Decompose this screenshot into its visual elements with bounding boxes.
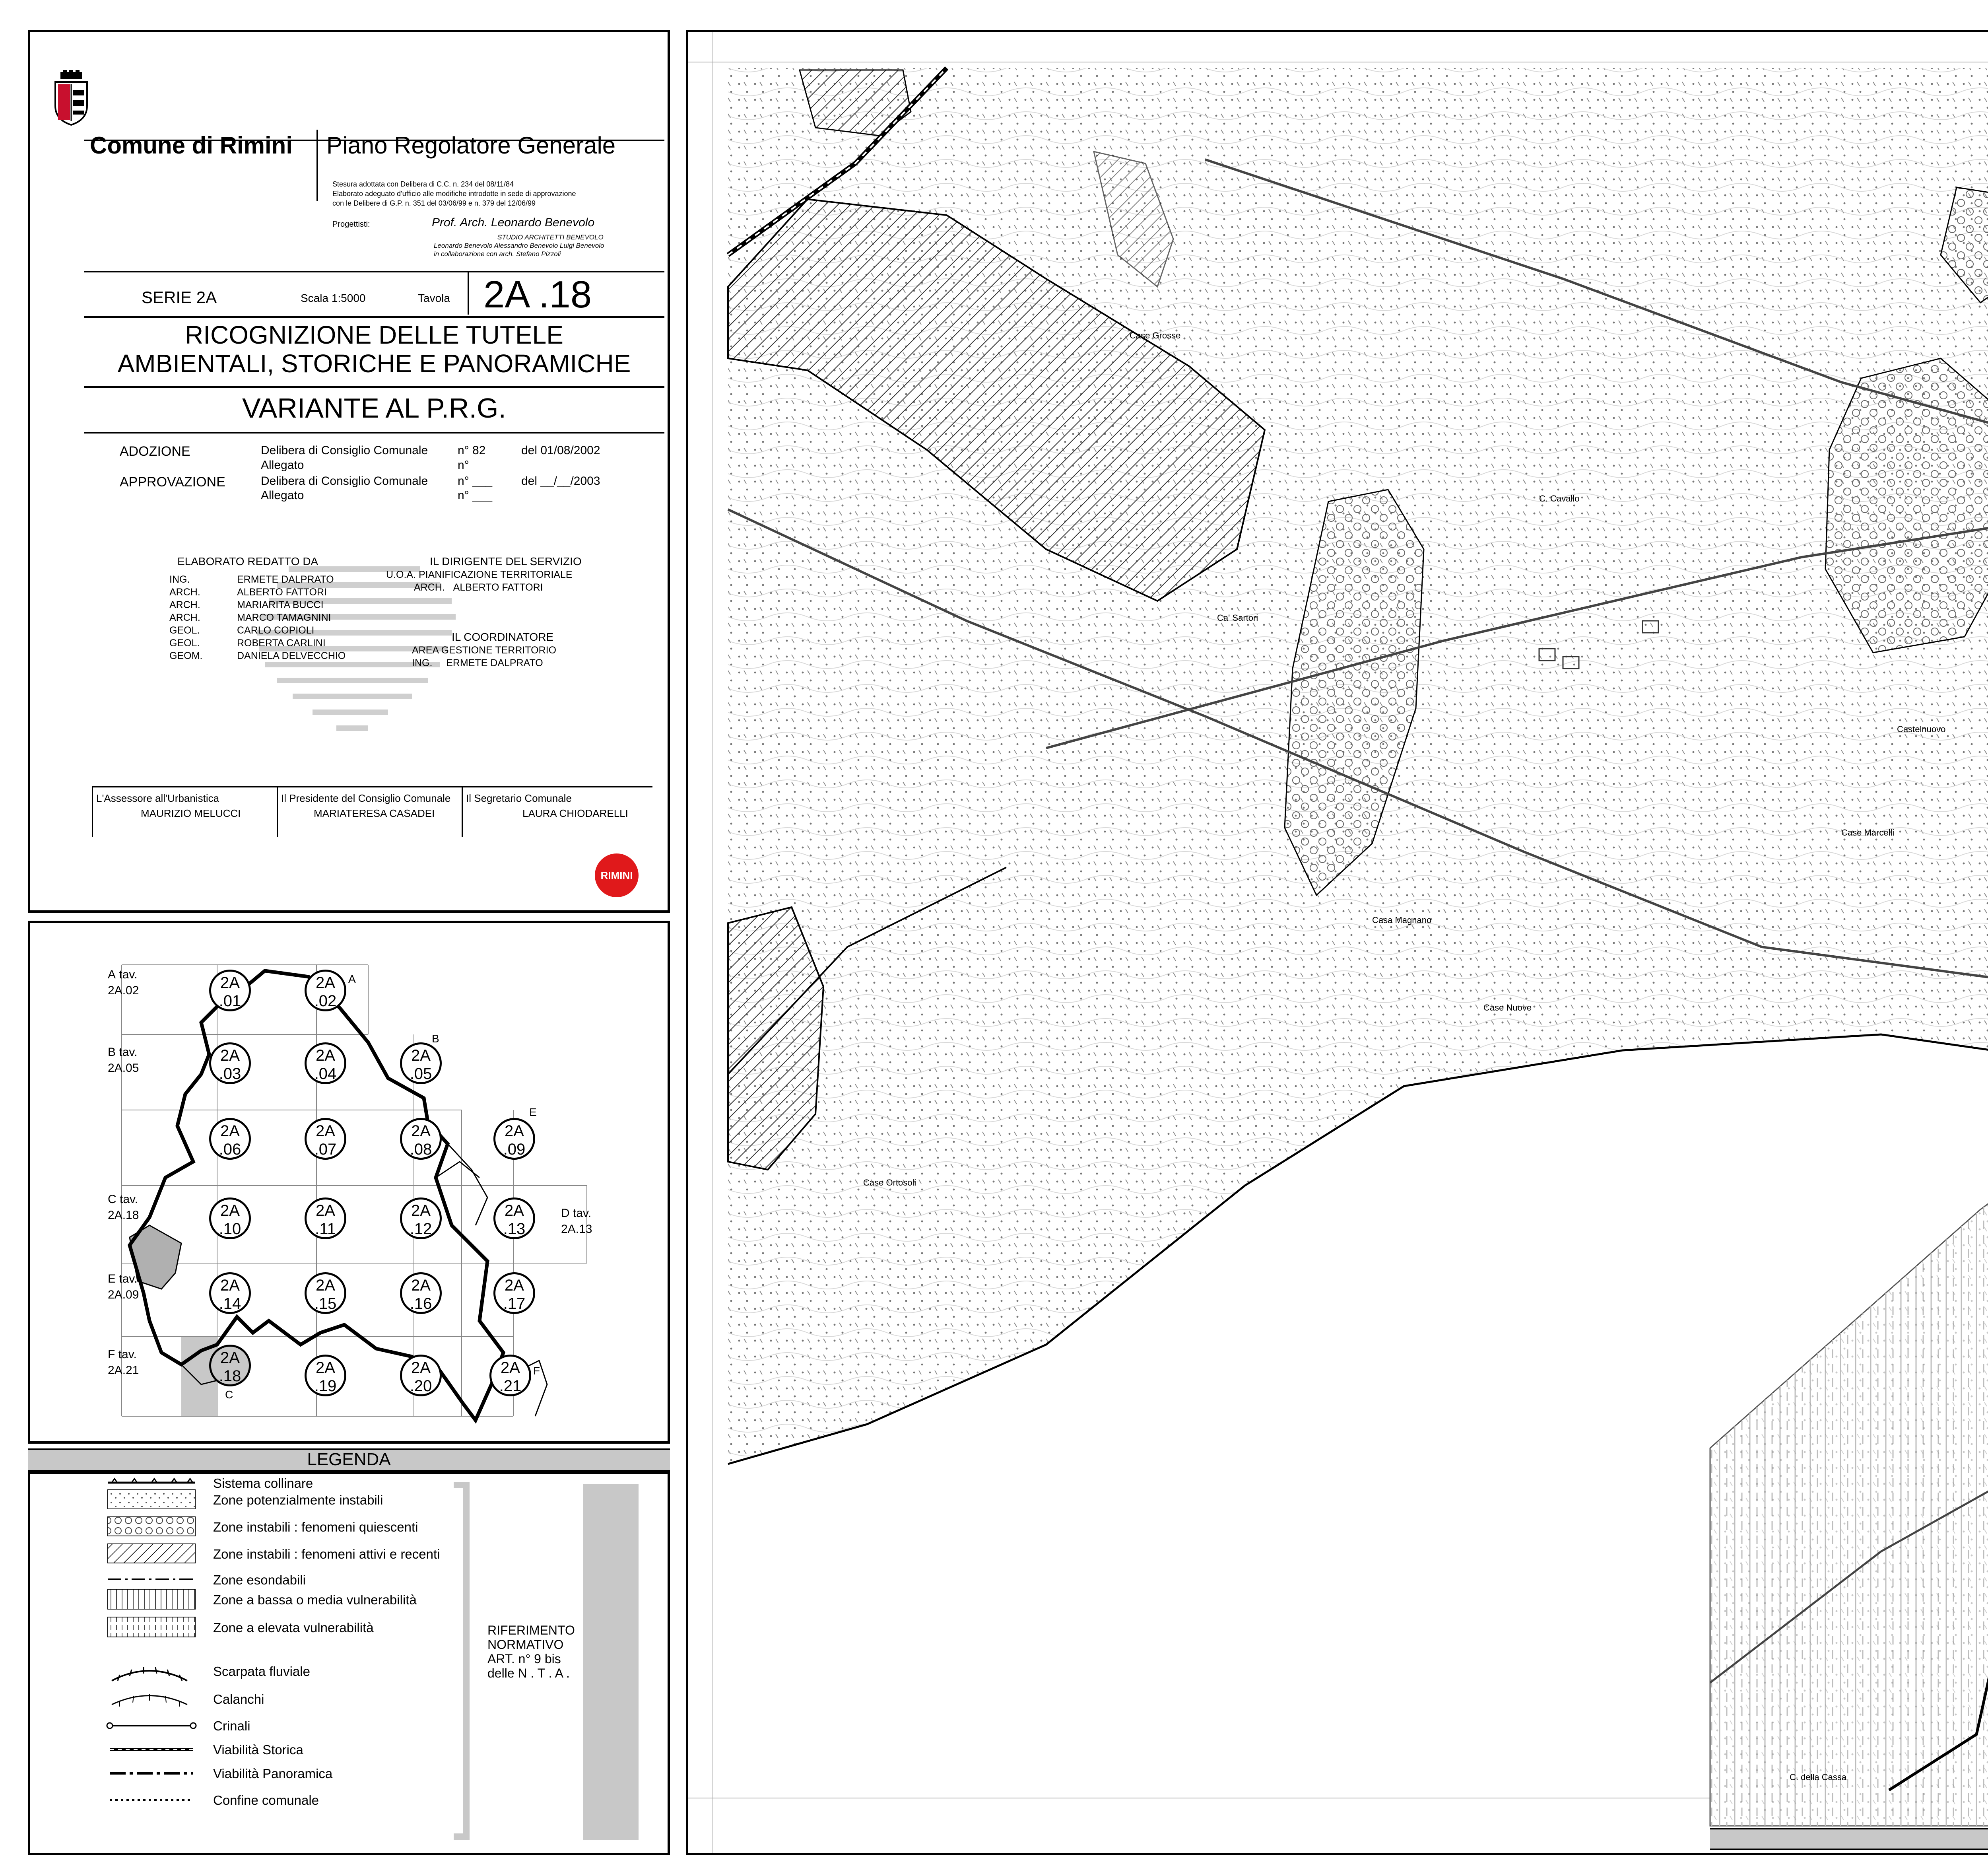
index-tile-16[interactable]: 2A .16 <box>400 1272 442 1314</box>
legend-item-sistema-collinare: Sistema collinare <box>213 1476 313 1491</box>
coordinator-office: AREA GESTIONE TERRITORIO <box>412 645 557 656</box>
index-tile-01[interactable]: 2A .01 <box>209 970 251 1011</box>
legend-item-confine-comunale: Confine comunale <box>213 1793 319 1808</box>
director-office: U.O.A. PIANIFICAZIONE TERRITORIALE <box>386 569 573 580</box>
index-tile-08[interactable]: 2A .08 <box>400 1118 442 1160</box>
approval-notes: Stesura adottata con Delibera di C.C. n. 234 del 08/11/84 Elaborato adeguato d'ufficio alle modifiche introdotte in sede di approvazione con le Delibere di G.P. n. 351 del 03/06/99 e n. 379 del 12/06/99 <box>332 180 576 207</box>
sheet-title: RICOGNIZIONE DELLE TUTELE AMBIENTALI, STORICHE E PANORAMICHE <box>117 321 631 378</box>
legend-item-calanchi: Calanchi <box>213 1692 264 1707</box>
normative-reference: RIFERIMENTO NORMATIVO ART. n° 9 bis delle N . T . A . <box>487 1623 575 1680</box>
index-letter-a: A <box>348 973 356 985</box>
legend-bracket <box>454 1482 470 1840</box>
index-side-label-a: A tav. 2A.02 <box>108 968 139 997</box>
header-divider <box>316 130 318 201</box>
series-label: SERIE 2A <box>142 288 217 307</box>
index-tile-20[interactable]: 2A .20 <box>400 1355 442 1396</box>
drafted-by-list: ING. ERMETE DALPRATO ARCH. ALBERTO FATTORI ARCH. MARIARITA BUCCI ARCH. MARCO TAMAGNINI GEOL. CARLO COPIOLI GEOL. ROBERTA CARLINI GEOM. DANIELA DELVECCHIO <box>169 574 346 661</box>
designers-label: Progettisti: <box>332 220 370 229</box>
coordinator-label: IL COORDINATORE <box>452 631 554 643</box>
hatched-zone-symbol <box>108 1544 195 1563</box>
legend-item-viabilita-panoramica: Viabilità Panoramica <box>213 1766 333 1781</box>
index-tile-09[interactable]: 2A .09 <box>493 1118 535 1160</box>
index-side-label-f: F tav. 2A.21 <box>108 1348 139 1377</box>
vertical-stripes-symbol <box>108 1589 195 1609</box>
map-label-castelnuovo: Castelnuovo <box>1897 724 1946 734</box>
approval-label: APPROVAZIONE <box>120 474 225 490</box>
signatures-row <box>92 786 652 837</box>
index-tile-05[interactable]: 2A .05 <box>400 1042 442 1084</box>
index-tile-04[interactable]: 2A .04 <box>305 1042 346 1084</box>
index-tile-10[interactable]: 2A .10 <box>209 1197 251 1239</box>
index-tile-12[interactable]: 2A .12 <box>400 1197 442 1239</box>
approval-date: del __/__/2003 <box>521 474 600 488</box>
index-letter-c: C <box>225 1388 233 1401</box>
map-panel <box>686 30 1988 1855</box>
legend-item-zone-quiescenti: Zone instabili : fenomeni quiescenti <box>213 1520 418 1534</box>
sheet-index-map <box>28 921 670 1444</box>
index-letter-f: F <box>533 1365 540 1377</box>
map-label-case-nuove: Case Nuove <box>1483 1003 1532 1013</box>
rimini-logo: RIMINI <box>595 853 639 897</box>
map-label-case-grosse: Case Grosse <box>1130 330 1181 340</box>
adoption-label: ADOZIONE <box>120 444 190 459</box>
signature-presidente: Il Presidente del Consiglio Comunale MARIATERESA CASADEI <box>277 787 461 837</box>
approval-text: Delibera di Consiglio Comunale <box>261 474 428 488</box>
map-label-case-ortosoli: Case Ortosoli <box>863 1178 916 1188</box>
studio-credits: STUDIO ARCHITETTI BENEVOLO Leonardo Benevolo Alessandro Benevolo Luigi Benevolo in collaborazione con arch. Stefano Pizzoli <box>434 233 604 258</box>
index-tile-18-current[interactable]: 2A .18 <box>209 1345 251 1386</box>
map-label-c-cavallo: C. Cavallo <box>1539 494 1580 503</box>
dashed-stripes-symbol <box>108 1617 195 1637</box>
index-side-label-c: C tav. 2A.18 <box>108 1193 139 1222</box>
map-label-case-marcelli: Case Marcelli <box>1841 828 1895 838</box>
index-tile-11[interactable]: 2A .11 <box>305 1197 346 1239</box>
designer-name: Prof. Arch. Leonardo Benevolo <box>432 216 595 229</box>
inset-title <box>1710 1828 1988 1850</box>
legend-item-elevata-vulnerabilita: Zone a elevata vulnerabilità <box>213 1620 374 1635</box>
director-label: IL DIRIGENTE DEL SERVIZIO <box>430 555 582 568</box>
main-map-svg <box>688 32 1988 1853</box>
approval-allegato: Allegato <box>261 489 304 502</box>
signature-segretario: Il Segretario Comunale LAURA CHIODARELLI <box>462 787 650 837</box>
legend-title: LEGENDA <box>28 1448 670 1472</box>
table-label: Tavola <box>418 292 450 304</box>
coat-of-arms-icon <box>53 70 89 126</box>
river-scarp-symbol <box>112 1667 187 1681</box>
approval-allegato-number: n° ___ <box>458 489 493 502</box>
index-tile-21[interactable]: 2A .21 <box>489 1355 531 1396</box>
adoption-number: n° 82 <box>458 444 486 457</box>
index-tile-19[interactable]: 2A .19 <box>305 1355 346 1396</box>
signature-assessore: L'Assessore all'Urbanistica MAURIZIO MELUCCI <box>92 787 276 837</box>
index-letter-e: E <box>529 1106 537 1118</box>
approval-number: n° ___ <box>458 474 493 488</box>
dotted-zone-symbol <box>108 1490 195 1509</box>
plan-title: Piano Regolatore Generale <box>326 132 616 159</box>
title-block <box>28 30 670 913</box>
index-side-label-d: D tav. 2A.13 <box>561 1207 592 1236</box>
quiescent-zone-2 <box>1825 358 1988 653</box>
legend-reference-panel <box>583 1484 639 1840</box>
legend-item-zone-esondabili: Zone esondabili <box>213 1573 306 1587</box>
ridge-symbol <box>107 1723 196 1728</box>
index-tile-07[interactable]: 2A .07 <box>305 1118 346 1160</box>
adoption-allegato: Allegato <box>261 459 304 472</box>
variant-title: VARIANTE AL P.R.G. <box>242 393 506 424</box>
director-name: ARCH. ALBERTO FATTORI <box>414 582 543 593</box>
legend-block <box>28 1472 670 1855</box>
legend-item-zone-potenzialmente-instabili: Zone potenzialmente instabili <box>213 1493 383 1507</box>
hill-system-symbol <box>108 1479 195 1483</box>
drafted-by-label: ELABORATO REDATTO DA <box>177 555 318 568</box>
map-label-ca-sartori: Ca' Sartori <box>1217 613 1258 623</box>
coordinator-name: ING. ERMETE DALPRATO <box>412 657 543 669</box>
index-tile-13[interactable]: 2A .13 <box>493 1197 535 1239</box>
legend-item-viabilita-storica: Viabilità Storica <box>213 1742 303 1757</box>
map-label-casa-magnano: Casa Magnano <box>1372 915 1432 925</box>
index-letter-b: B <box>432 1032 439 1045</box>
index-tile-14[interactable]: 2A .14 <box>209 1272 251 1314</box>
index-tile-06[interactable]: 2A .06 <box>209 1118 251 1160</box>
legend-item-scarpata-fluviale: Scarpata fluviale <box>213 1664 310 1679</box>
index-tile-03[interactable]: 2A .03 <box>209 1042 251 1084</box>
gully-symbol <box>112 1694 187 1707</box>
circles-zone-symbol <box>108 1517 195 1536</box>
legend-item-bassa-vulnerabilita: Zone a bassa o media vulnerabilità <box>213 1592 417 1607</box>
adoption-date: del 01/08/2002 <box>521 444 600 457</box>
map-label-c-della-cassa: C. della Cassa <box>1790 1772 1847 1782</box>
index-side-label-e: E tav. 2A.09 <box>108 1272 139 1301</box>
municipality-name: Comune di Rimini <box>90 132 293 159</box>
table-number: 2A .18 <box>483 273 592 316</box>
index-tile-02[interactable]: 2A .02 <box>305 970 346 1011</box>
index-tile-17[interactable]: 2A .17 <box>493 1272 535 1314</box>
adoption-text: Delibera di Consiglio Comunale <box>261 444 428 457</box>
legend-item-crinali: Crinali <box>213 1718 250 1733</box>
adoption-allegato-number: n° <box>458 459 469 472</box>
legend-item-zone-attivi: Zone instabili : fenomeni attivi e recenti <box>213 1547 440 1561</box>
index-tile-15[interactable]: 2A .15 <box>305 1272 346 1314</box>
index-side-label-b: B tav. 2A.05 <box>108 1046 139 1075</box>
scale-label: Scala 1:5000 <box>301 292 366 304</box>
